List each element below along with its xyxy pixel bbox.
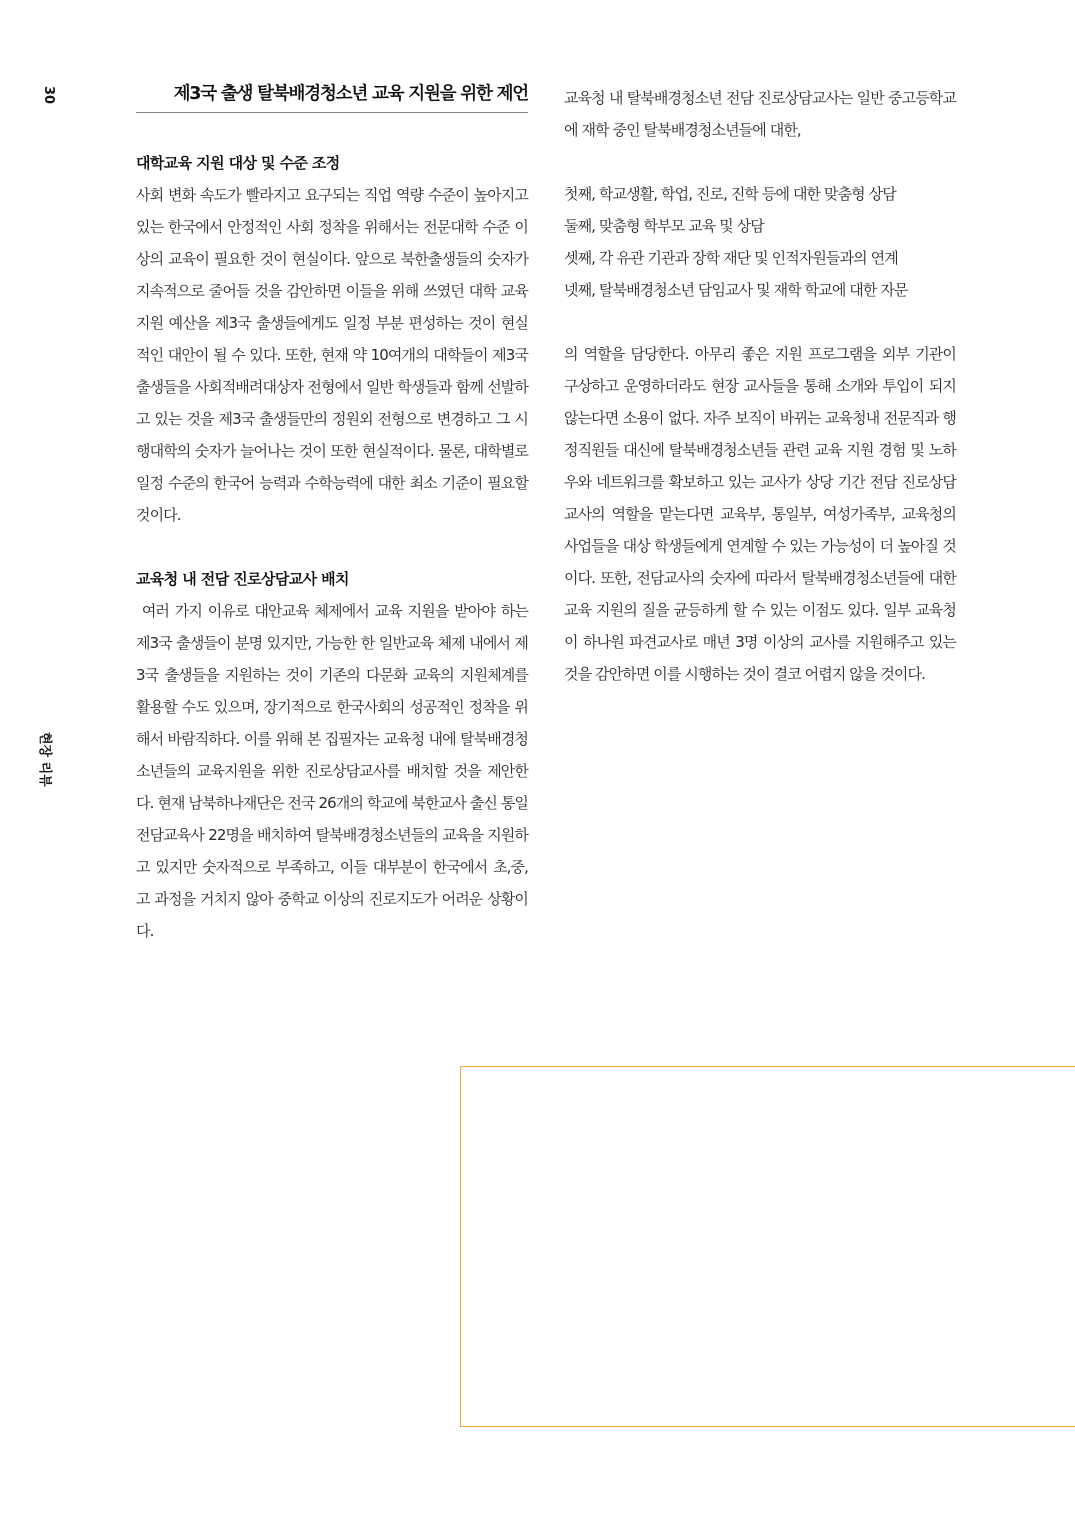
page-title: 제3국 출생 탈북배경청소년 교육 지원을 위한 제언 (136, 82, 528, 113)
list-item: 넷째, 탈북배경청소년 담임교사 및 재학 학교에 대한 자문 (564, 281, 908, 299)
decorative-frame (460, 1066, 1075, 1427)
section-side-label: 현장 리뷰 (37, 732, 52, 787)
section-body: 사회 변화 속도가 빨라지고 요구되는 직업 역량 수준이 높아지고 있는 한국에서 안정적인 사회 정착을 위해서는 전문대학 수준 이상의 교육이 필요한 것이 현실이다. 앞으로 북한출생들의 숫자가 지속적으로 줄어들 것을 감안하면 이들을 위해 쓰였던 대학 교육 지원 예산을 제3국 출생들에게도 일정 부분 편성하는 것이 현실적인 대안이 될 수 있다. 또한, 현재 약 10여개의 대학들이 제3국 출생들을 사회적배려대상자 전형에서 일반 학생들과 함께 선발하고 있는 것을 제3국 출생들만의 정원외 전형으로 변경하고 그 시행대학의 숫자가 늘어나는 것이 또한 현실적이다. 물론, 대학별로 일정 수준의 한국어 능력과 수학능력에 대한 최소 기준이 필요할 것이다. (136, 186, 528, 524)
right-column (564, 82, 956, 690)
role-list (564, 178, 956, 306)
list-item: 첫째, 학교생활, 학업, 진로, 진학 등에 대한 맞춤형 상담 (564, 185, 896, 203)
list-item: 둘째, 맞춤형 학부모 교육 및 상담 (564, 217, 764, 235)
section-heading: 대학교육 지원 대상 및 수준 조정 (136, 154, 340, 172)
section-heading: 교육청 내 전담 진로상담교사 배치 (136, 570, 349, 588)
section-body: 여러 가지 이유로 대안교육 체제에서 교육 지원을 받아야 하는 제3국 출생들이 분명 있지만, 가능한 한 일반교육 체제 내에서 제3국 출생들을 지원하는 것이 기존의 다문화 교육의 지원체계를 활용할 수도 있으며, 장기적으로 한국사회의 성공적인 정착을 위해서 바람직하다. 이를 위해 본 집필자는 교육청 내에 탈북배경청소년들의 교육지원을 위한 진로상담교사를 배치할 것을 제안한다. 현재 남북하나재단은 전국 26개의 학교에 북한교사 출신 통일전담교육사 22명을 배치하여 탈북배경청소년들의 교육을 지원하고 있지만 숫자적으로 부족하고, 이들 대부분이 한국에서 초,중,고 과정을 거치지 않아 중학교 이상의 진로지도가 어려운 상황이다. (136, 602, 532, 940)
list-item: 셋째, 각 유관 기관과 장학 재단 및 인적자원들과의 연계 (564, 249, 898, 267)
intro-paragraph: 교육청 내 탈북배경청소년 전담 진로상담교사는 일반 중고등학교에 재학 중인 탈북배경청소년들에 대한, (564, 89, 956, 139)
page-number: 30 (41, 86, 56, 105)
body-paragraph: 의 역할을 담당한다. 아무리 좋은 지원 프로그램을 외부 기관이 구상하고 운영하더라도 현장 교사들을 통해 소개와 투입이 되지 않는다면 소용이 없다. 자주 보직이 바뀌는 교육청내 전문직과 행정직원들 대신에 탈북배경청소년들 관련 교육 지원 경험 및 노하우와 네트워크를 확보하고 있는 교사가 상당 기간 전담 진로상담교사의 역할을 맡는다면 교육부, 통일부, 여성가족부, 교육청의 사업들을 대상 학생들에게 연계할 수 있는 가능성이 더 높아질 것이다. 또한, 전담교사의 숫자에 따라서 탈북배경청소년들에 대한 교육 지원의 질을 균등하게 할 수 있는 이점도 있다. 일부 교육청이 하나원 파견교사로 매년 3명 이상의 교사를 지원해주고 있는 것을 감안하면 이를 시행하는 것이 결코 어렵지 않을 것이다. (564, 345, 956, 683)
left-column (136, 82, 532, 947)
